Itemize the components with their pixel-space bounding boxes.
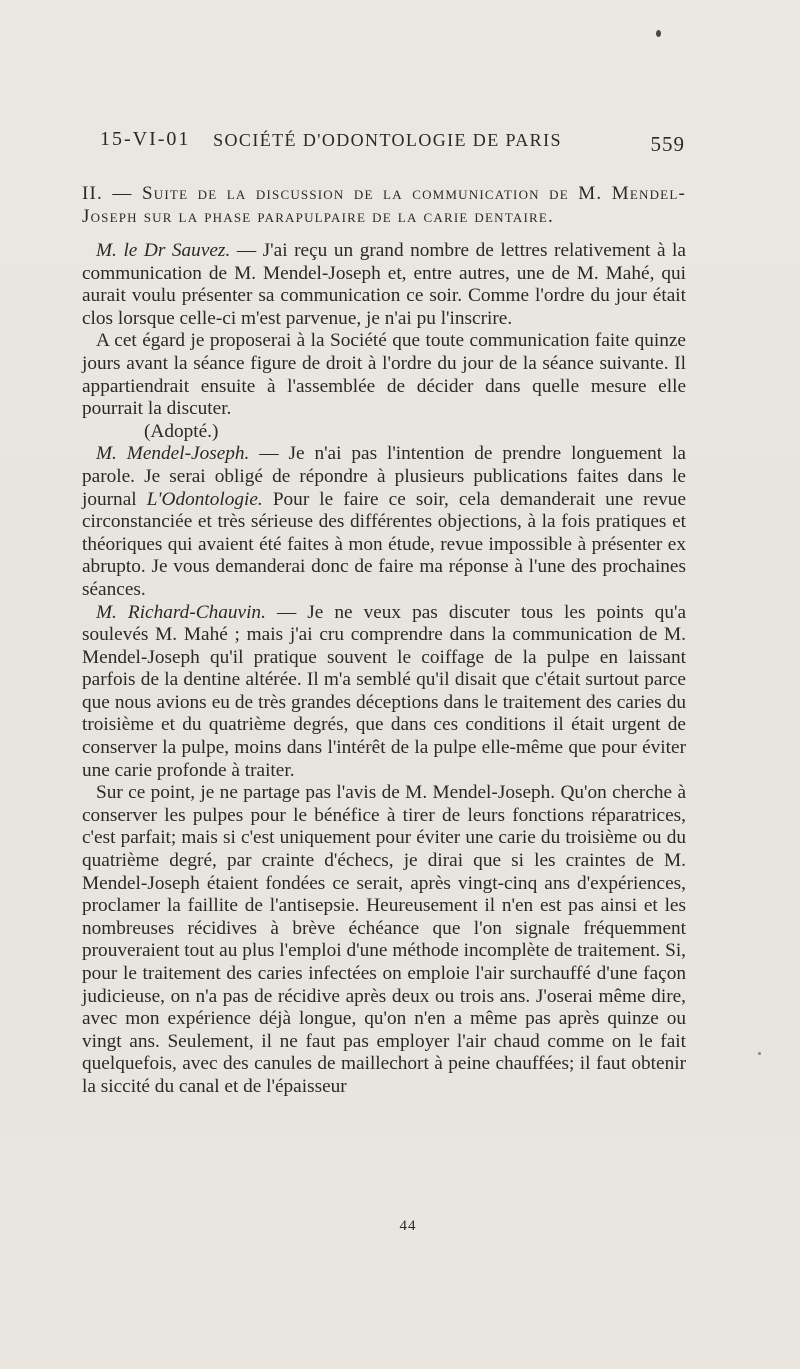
paragraph-text: — Je n'ai pas l'intention de prendre longuement la parole. Je serai obligé de répondre à plusieurs publications faites dans le journal xyxy=(82,443,686,510)
adopted-note: (Adopté.) xyxy=(144,420,219,442)
section-heading: II. — Suite de la discussion de la communication de M. Mendel-Joseph sur la phase parapulpaire de la carie dentaire. xyxy=(82,183,686,227)
paragraph-text: Pour le faire ce soir, cela demanderait une revue circonstanciée et très sérieuse des différentes objections, à la fois pratiques et théoriques qui avaient été faites à mon étude, revue impossible à présenter ex abrupto. Je vous demanderai donc de faire ma réponse à l'une des prochaines séances. xyxy=(82,488,687,600)
speaker-name: M. Mendel-Joseph. xyxy=(96,443,250,465)
header-date: 15-VI-01 xyxy=(100,128,191,150)
paragraph-proposal: A cet égard je proposerai à la Société que toute communication faite quinze jours avant la séance figure de droit à l'ordre du jour de la séance suivante. Il appartiendrait ensuite à l'assemblée de décider dans quelle mesure elle pourrait la discuter. xyxy=(82,330,686,420)
paragraph-mendel-joseph xyxy=(82,443,686,601)
article-body xyxy=(82,182,686,1099)
paragraph-text: — Je ne veux pas discuter tous les points qu'a soulevés M. Mahé ; mais j'ai cru comprendre dans la communication de M. Mendel-Joseph qu'il pratique souvent le coiffage de la pulpe en laissant parfois de la dentine altérée. Il m'a semblé qu'il disait que c'était surtout parce que nous avions eu de très grandes déceptions dans le traitement des caries du troisième et du quatrième degrés, que dans ces conditions il était urgent de conserver la pulpe, moins dans l'intérêt de la pulpe elle-même que pour éviter une carie profonde à traiter. xyxy=(82,601,686,781)
paragraph-text: — J'ai reçu un grand nombre de lettres relativement à la communication de M. Mendel-Joseph et, entre autres, une de M. Mahé, qui aurait voulu présenter sa communication ce soir. Comme l'ordre du jour était clos lorsque celle-ci m'est parvenue, je n'ai pu l'inscrire. xyxy=(82,240,686,329)
ink-speck xyxy=(758,1052,761,1055)
speaker-name: M. le Dr Sauvez. xyxy=(96,240,231,261)
journal-title: L'Odontologie. xyxy=(146,488,263,510)
running-head xyxy=(100,128,685,158)
paragraph-sauvez xyxy=(82,240,686,330)
ink-speck xyxy=(656,30,661,37)
paragraph-richard-chauvin xyxy=(82,602,686,783)
speaker-name: M. Richard-Chauvin. xyxy=(96,601,266,623)
printer-signature: 44 xyxy=(399,1218,417,1234)
paragraph-continuation: Sur ce point, je ne partage pas l'avis de M. Mendel-Joseph. Qu'on cherche à conserver les pulpes pour le bénéfice à tirer de leurs fonctions réparatrices, c'est parfait; mais si c'est uniquement pour éviter une carie du troisième ou du quatrième degré, par crainte d'échecs, je dirai que si les craintes de M. Mendel-Joseph étaient fondées ce serait, après vingt-cinq ans d'expériences, proclamer la faillite de l'antisepsie. Heureusement il n'en est pas ainsi et les nombreuses récidives à brève échéance que l'on signale fréquemment prouveraient tout au plus l'emploi d'une méthode incomplète de traitement. Si, pour le traitement des caries infectées on emploie l'air surchauffé d'une façon judicieuse, on n'a pas de récidive après deux ou trois ans. J'oserai même dire, avec mon expérience déjà longue, qu'on n'en a même pas après quinze ou vingt ans. Seulement, il ne faut pas employer l'air chaud comme on le fait quelquefois, avec des canules de maillechort à peine chauffées; il faut obtenir la siccité du canal et de l'épaisseur xyxy=(82,782,686,1097)
header-title: SOCIÉTÉ D'ODONTOLOGIE DE PARIS xyxy=(213,130,562,150)
page-number: 559 xyxy=(650,132,685,156)
